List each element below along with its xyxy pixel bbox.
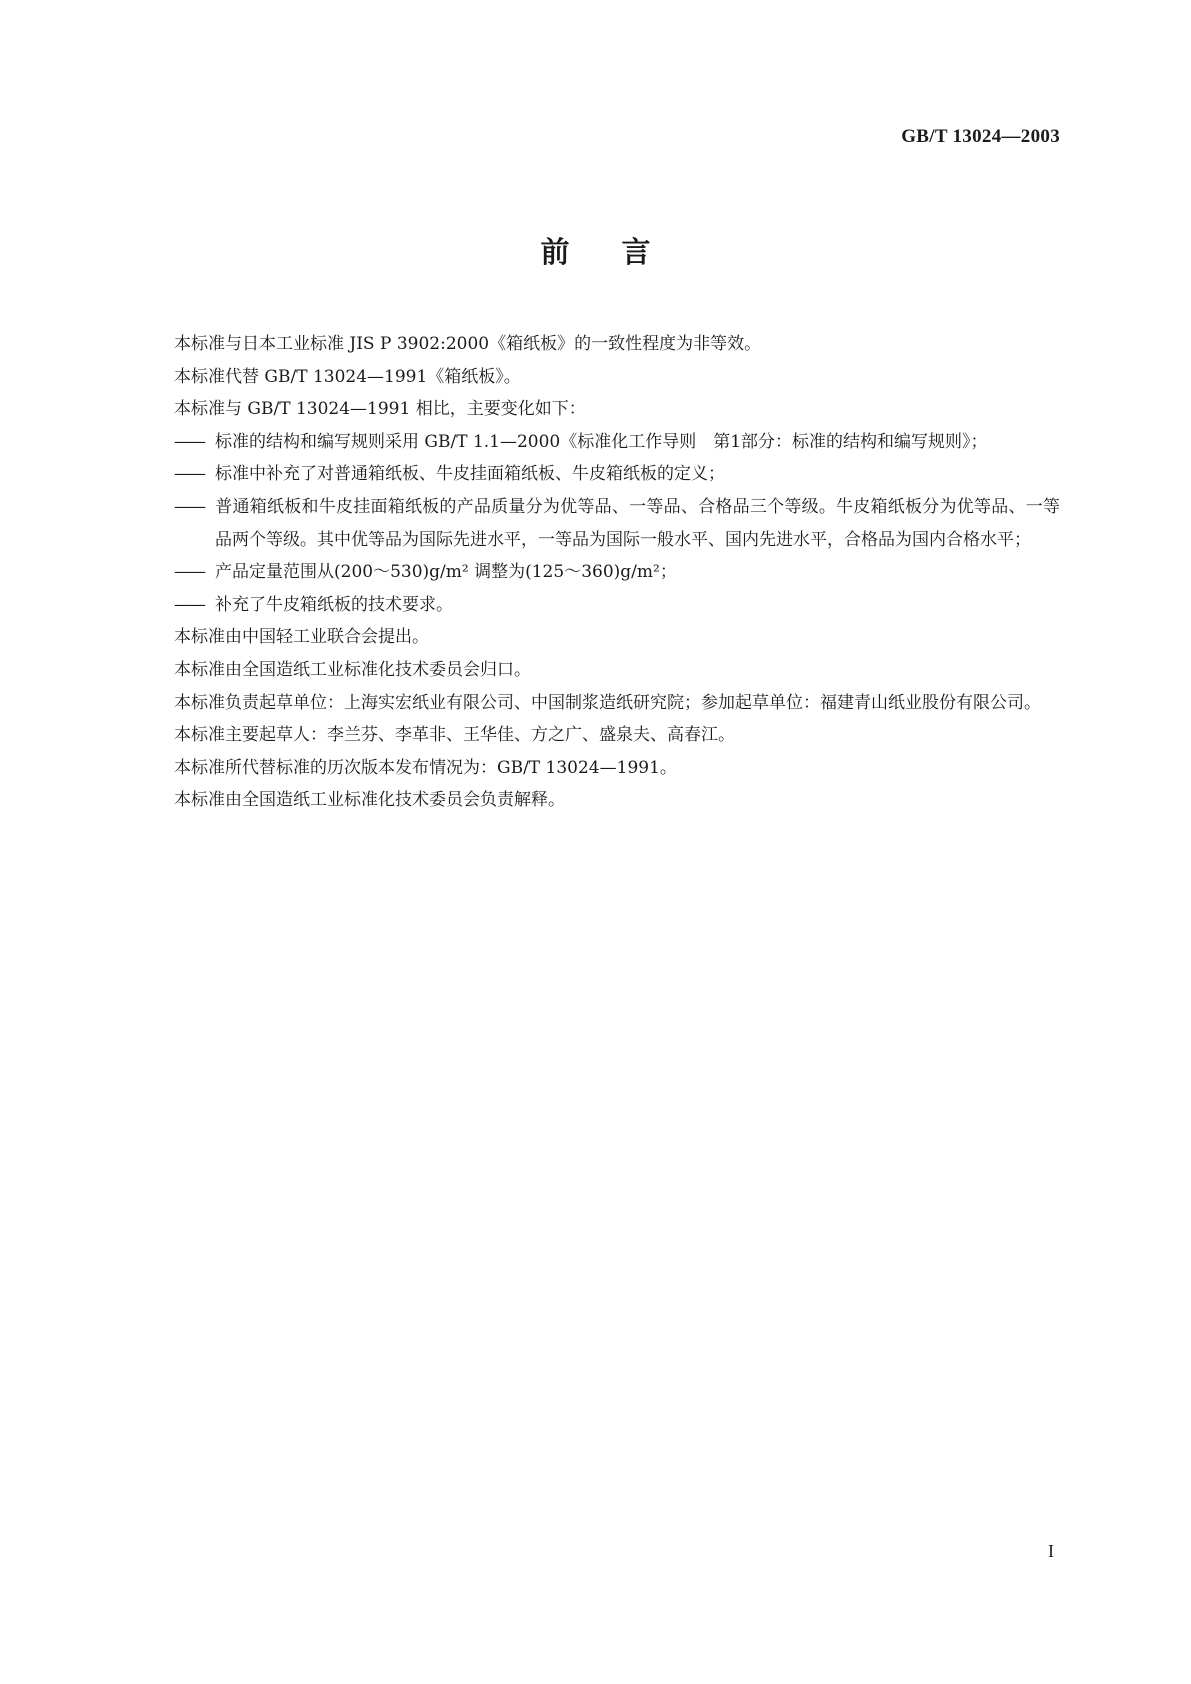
paragraph-committee: 本标准由全国造纸工业标准化技术委员会归口。 — [174, 659, 531, 680]
paragraph-drafting-units: 本标准负责起草单位：上海实宏纸业有限公司、中国制浆造纸研究院；参加起草单位：福建青山纸业股份有限公司。 — [174, 692, 1041, 713]
change-item-text: 补充了牛皮箱纸板的技术要求。 — [215, 594, 453, 615]
paragraph-history: 本标准所代替标准的历次版本发布情况为：GB/T 13024—1991。 — [174, 757, 677, 778]
change-item-text: 产品定量范围从(200～530)g/m² 调整为(125～360)g/m²； — [215, 562, 677, 583]
change-item-text: 标准中补充了对普通箱纸板、牛皮挂面箱纸板、牛皮箱纸板的定义； — [215, 464, 725, 485]
dash-marker: —— — [174, 464, 204, 485]
page-number: I — [1048, 1541, 1054, 1561]
paragraph-proposer: 本标准由中国轻工业联合会提出。 — [174, 627, 429, 648]
change-item — [131, 491, 1060, 556]
paragraph-interpretation: 本标准由全国造纸工业标准化技术委员会负责解释。 — [174, 790, 565, 811]
paragraph-replaces: 本标准代替 GB/T 13024—1991《箱纸板》。 — [174, 366, 521, 387]
dash-marker: —— — [174, 562, 204, 583]
dash-marker: —— — [174, 496, 204, 517]
change-item — [131, 426, 1060, 459]
change-item — [131, 458, 1060, 491]
paragraph-changes-intro: 本标准与 GB/T 13024—1991 相比，主要变化如下： — [174, 399, 586, 420]
change-item — [131, 556, 1060, 589]
change-item — [131, 589, 1060, 622]
standard-code: GB/T 13024—2003 — [901, 126, 1060, 147]
dash-marker: —— — [174, 431, 204, 452]
page-title: 前言 — [540, 235, 703, 269]
dash-marker: —— — [174, 594, 204, 615]
foreword-body — [131, 328, 1060, 817]
change-item-text: 标准的结构和编写规则采用 GB/T 1.1—2000《标准化工作导则 第1部分：标准的结构和编写规则》； — [215, 431, 988, 452]
change-item-text: 普通箱纸板和牛皮挂面箱纸板的产品质量分为优等品、一等品、合格品三个等级。牛皮箱纸板分为优等品、一等品两个等级。其中优等品为国际先进水平，一等品为国际一般水平、国内先进水平，合格品为国内合格水平； — [215, 496, 1060, 550]
paragraph-drafters: 本标准主要起草人：李兰芬、李革非、王华佳、方之广、盛泉夫、高春江。 — [174, 725, 735, 746]
paragraph-equivalence: 本标准与日本工业标准 JIS P 3902:2000《箱纸板》的一致性程度为非等效。 — [174, 334, 762, 354]
